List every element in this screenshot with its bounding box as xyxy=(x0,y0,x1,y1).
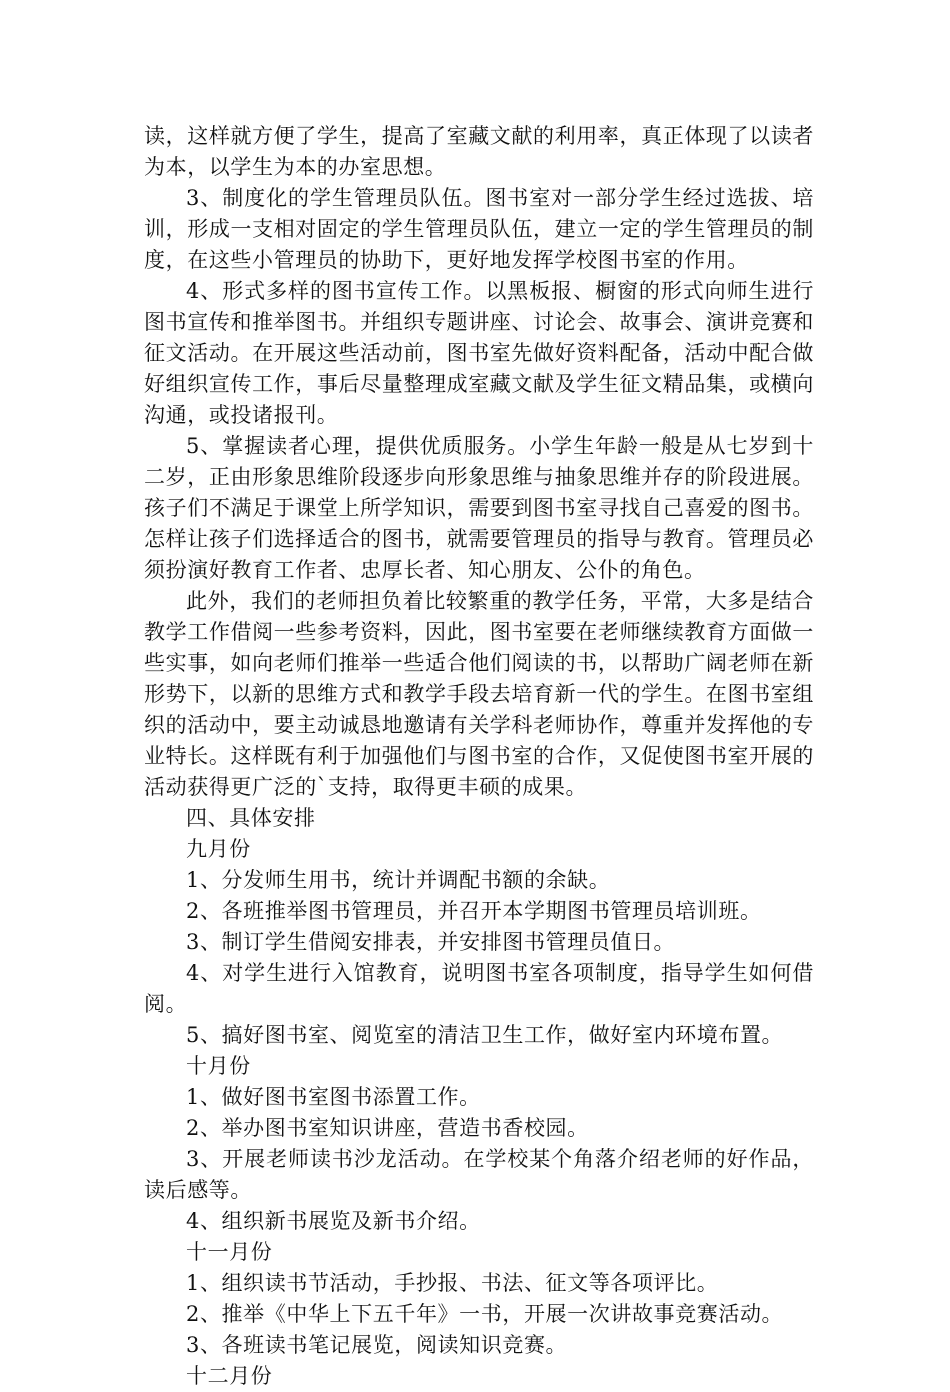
list-item: 2、各班推举图书管理员，并召开本学期图书管理员培训班。 xyxy=(186,899,762,923)
list-item: 1、组织读书节活动，手抄报、书法、征文等各项评比。 xyxy=(186,1271,719,1295)
list-item: 2、举办图书室知识讲座，营造书香校园。 xyxy=(186,1116,589,1140)
list-item: 3、制订学生借阅安排表，并安排图书管理员值日。 xyxy=(186,930,676,954)
list-item: 4、对学生进行入馆教育，说明图书室各项制度，指导学生如何借阅。 xyxy=(144,961,814,1016)
list-item: 1、做好图书室图书添置工作。 xyxy=(186,1085,481,1109)
month-heading-november: 十一月份 xyxy=(186,1240,273,1264)
month-heading-october: 十月份 xyxy=(186,1054,251,1078)
list-item: 3、开展老师读书沙龙活动。在学校某个角落介绍老师的好作品，读后感等。 xyxy=(144,1147,814,1202)
paragraph-continuation: 读，这样就方便了学生，提高了室藏文献的利用率，真正体现了以读者为本，以学生为本的办室思想。 xyxy=(144,124,814,179)
document-body xyxy=(144,121,814,1392)
section-heading-arrangement: 四、具体安排 xyxy=(186,806,316,830)
list-item: 1、分发师生用书，统计并调配书额的余缺。 xyxy=(186,868,611,892)
paragraph-teachers: 此外，我们的老师担负着比较繁重的教学任务，平常，大多是结合教学工作借阅一些参考资料，因此，图书室要在老师继续教育方面做一些实事，如向老师们推举一些适合他们阅读的书，以帮助广阔老师在新形势下，以新的思维方式和教学手段去培育新一代的学生。在图书室组织的活动中，要主动诚恳地邀请有关学科老师协作，尊重并发挥他的专业特长。这样既有利于加强他们与图书室的合作，又促使图书室开展的活动获得更广泛的`支持，取得更丰硕的成果。 xyxy=(144,589,814,799)
month-heading-december: 十二月份 xyxy=(186,1364,273,1388)
list-item: 3、各班读书笔记展览，阅读知识竞赛。 xyxy=(186,1333,568,1357)
list-item: 2、推举《中华上下五千年》一书，开展一次讲故事竞赛活动。 xyxy=(186,1302,784,1326)
list-item: 5、搞好图书室、阅览室的清洁卫生工作，做好室内环境布置。 xyxy=(186,1023,784,1047)
paragraph-student-managers: 3、制度化的学生管理员队伍。图书室对一部分学生经过选拔、培训，形成一支相对固定的学生管理员队伍，建立一定的学生管理员的制度，在这些小管理员的协助下，更好地发挥学校图书室的作用。 xyxy=(144,186,814,272)
month-heading-september: 九月份 xyxy=(186,837,251,861)
list-item: 4、组织新书展览及新书介绍。 xyxy=(186,1209,481,1233)
paragraph-book-promotion: 4、形式多样的图书宣传工作。以黑板报、橱窗的形式向师生进行图书宣传和推举图书。并组织专题讲座、讨论会、故事会、演讲竞赛和征文活动。在开展这些活动前，图书室先做好资料配备，活动中配合做好组织宣传工作，事后尽量整理成室藏文献及学生征文精品集，或横向沟通，或投诸报刊。 xyxy=(144,279,814,427)
paragraph-reader-psychology: 5、掌握读者心理，提供优质服务。小学生年龄一般是从七岁到十二岁，正由形象思维阶段逐步向形象思维与抽象思维并存的阶段进展。孩子们不满足于课堂上所学知识，需要到图书室寻找自己喜爱的图书。怎样让孩子们选择适合的图书，就需要管理员的指导与教育。管理员必须扮演好教育工作者、忠厚长者、知心朋友、公仆的角色。 xyxy=(144,434,814,582)
